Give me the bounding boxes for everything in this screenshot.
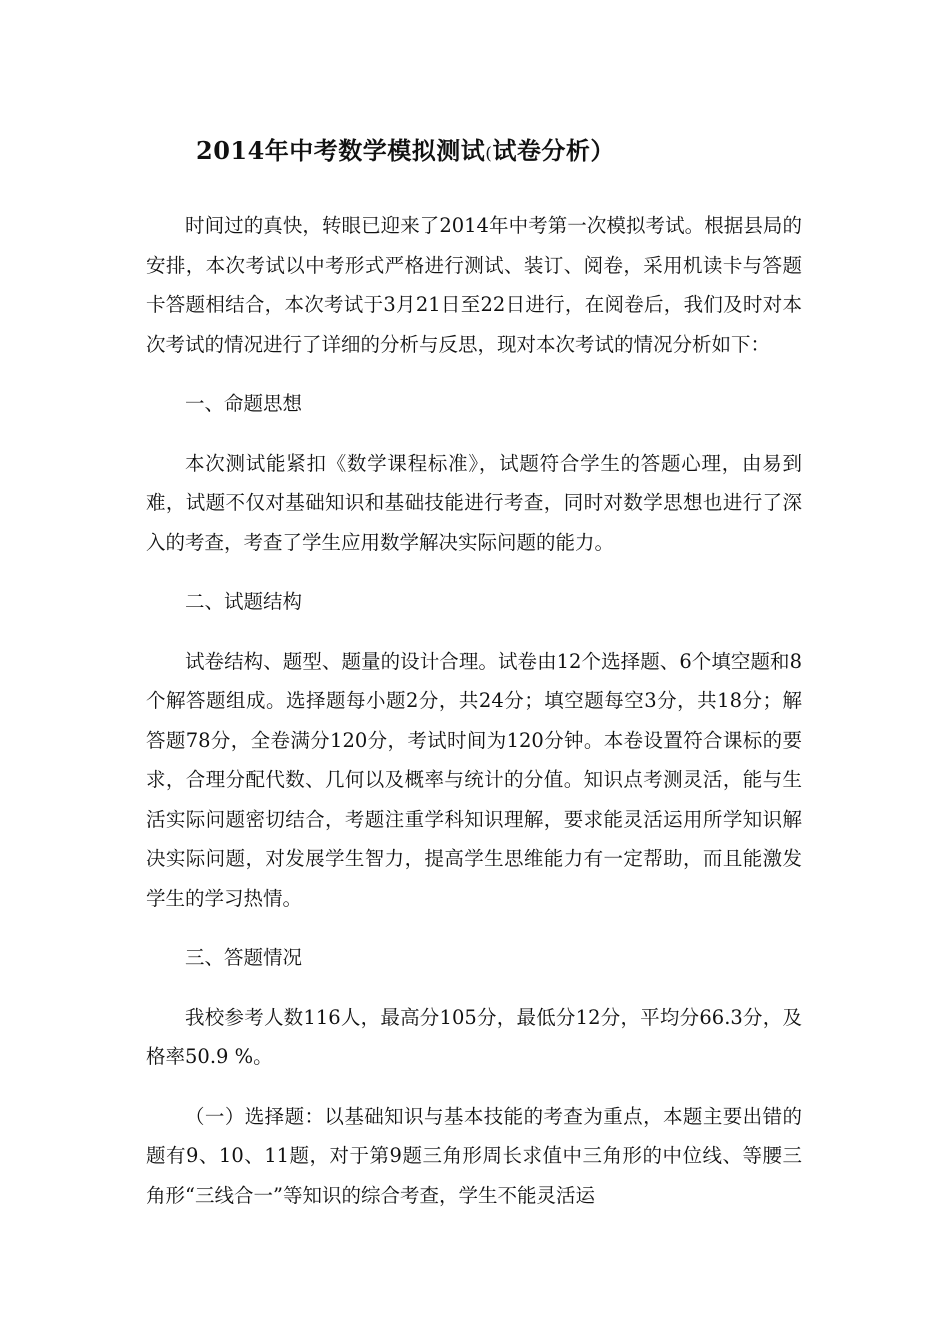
paragraph-proposition: 本次测试能紧扣《数学课程标准》，试题符合学生的答题心理，由易到难，试题不仅对基础知识和基础技能进行考查，同时对数学思想也进行了深入的考查，考查了学生应用数学解决实际问题的能力。	[146, 451, 802, 554]
document-body	[146, 206, 802, 1215]
paragraph-intro: 时间过的真快，转眼已迎来了2014年中考第一次模拟考试。根据县局的安排，本次考试以中考形式严格进行测试、装订、阅卷，采用机读卡与答题卡答题相结合，本次考试于3月21日至22日进行，在阅卷后，我们及时对本次考试的情况进行了详细的分析与反思，现对本次考试的情况分析如下：	[146, 214, 802, 356]
paragraph-structure: 试卷结构、题型、题量的设计合理。试卷由12个选择题、6个填空题和8个解答题组成。选择题每小题2分，共24分；填空题每空3分，共18分；解答题78分，全卷满分120分，考试时间为120分钟。本卷设置符合课标的要求，合理分配代数、几何以及概率与统计的分值。知识点考测灵活，能与生活实际问题密切结合，考题注重学科知识理解，要求能灵活运用所学知识解决实际问题，对发展学生智力，提高学生思维能力有一定帮助，而且能激发学生的学习热情。	[146, 649, 802, 910]
title-main: 2014年中考数学模拟测试	[196, 136, 486, 165]
section-heading-structure: 二、试题结构	[185, 590, 303, 613]
document-title	[196, 131, 615, 166]
paragraph-stats: 我校参考人数116人，最高分105分，最低分12分，平均分66.3分，及格率50.9 %。	[146, 1005, 802, 1068]
section-heading-proposition: 一、命题思想	[185, 392, 303, 415]
paragraph-choice-questions: （一）选择题：以基础知识与基本技能的考查为重点，本题主要出错的题有9、10、11题，对于第9题三角形周长求值中三角形的中位线、等腰三角形“三线合一”等知识的综合考查，学生不能灵活运	[146, 1104, 802, 1207]
title-paren: (	[485, 144, 493, 164]
section-heading-answers: 三、答题情况	[185, 946, 303, 969]
title-sub: 试卷分析）	[492, 136, 615, 165]
